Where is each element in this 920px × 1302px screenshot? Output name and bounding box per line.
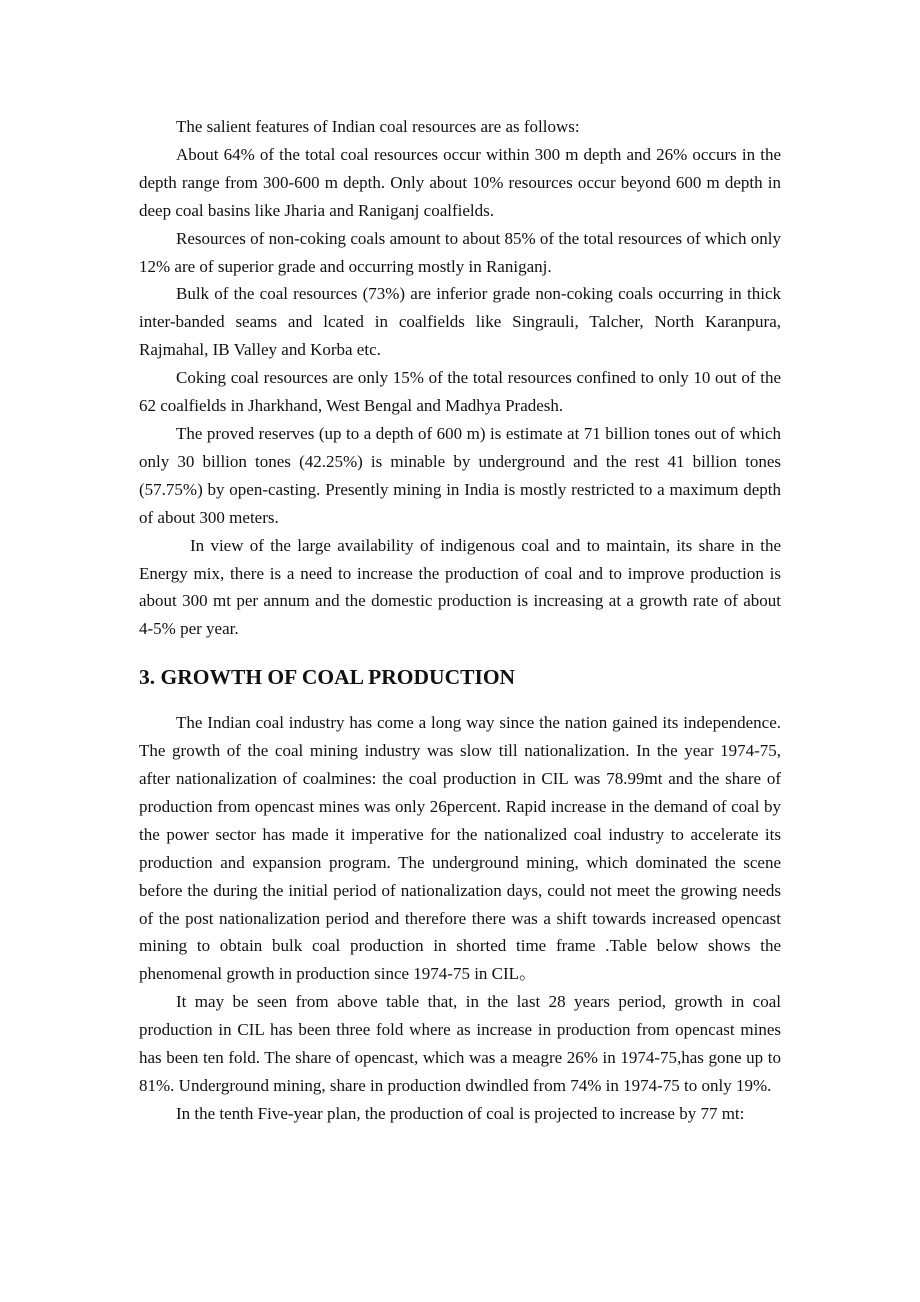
section-heading: 3. GROWTH OF COAL PRODUCTION: [139, 665, 516, 690]
paragraph-proved-reserves: The proved reserves (up to a depth of 600 m) is estimate at 71 billion tones out of which only 30 billion tones (42.25%) is minable by underground and the rest 41 billion tones (57.75%) by open-casting. Presently mining in India is mostly restricted to a maximum depth of about 300 meters.: [139, 423, 781, 527]
paragraph-non-coking-resources: Resources of non-coking coals amount to about 85% of the total resources of which only 12% are of superior grade and occurring mostly in Raniganj.: [139, 228, 781, 276]
paragraph-energy-mix: In view of the large availability of indigenous coal and to maintain, its share in the Energy mix, there is a need to increase the production of coal and to improve production is about 300 mt per annum and the domestic production is increasing at a growth rate of about 4-5% per year.: [139, 535, 781, 639]
paragraph-growth-analysis: It may be seen from above table that, in the last 28 years period, growth in coal production in CIL has been three fold where as increase in production from opencast mines has been ten fold. The share of opencast, which was a meagre 26% in 1974-75,has gone up to 81%. Underground mining, share in production dwindled from 74% in 1974-75 to only 19%.: [139, 992, 781, 1095]
paragraph-industry-history: The Indian coal industry has come a long way since the nation gained its independence. The growth of the coal mining industry was slow till nationalization. In the year 1974-75, after nationalization of coalmines: the coal production in CIL was 78.99mt and the share of production from opencast mines was only 26percent. Rapid increase in the demand of coal by the power sector has made it imperative for the nationalized coal industry to accelerate its production and expansion program. The underground mining, which dominated the scene before the during the initial period of nationalization days, could not meet the growing needs of the post nationalization period and therefore there was a shift towards increased opencast mining to obtain bulk coal production in shorted time frame .Table below shows the phenomenal growth in production since 1974-75 in CIL。: [139, 713, 781, 984]
paragraph-tenth-plan: In the tenth Five-year plan, the production of coal is projected to increase by 77 mt:: [176, 1103, 745, 1123]
paragraph-inferior-grade: Bulk of the coal resources (73%) are inferior grade non-coking coals occurring in thick inter-banded seams and lcated in coalfields like Singrauli, Talcher, North Karanpura, Rajmahal, IB Valley and Korba etc.: [139, 284, 781, 360]
paragraph-coking-resources: Coking coal resources are only 15% of the total resources confined to only 10 out of the 62 coalfields in Jharkhand, West Bengal and Madhya Pradesh.: [139, 368, 781, 416]
document-page: [139, 113, 781, 1128]
paragraph-depth-distribution: About 64% of the total coal resources occur within 300 m depth and 26% occurs in the depth range from 300-600 m depth. Only about 10% resources occur beyond 600 m depth in deep coal basins like Jharia and Raniganj coalfields.: [139, 144, 781, 220]
paragraph-intro: The salient features of Indian coal resources are as follows:: [176, 117, 580, 136]
